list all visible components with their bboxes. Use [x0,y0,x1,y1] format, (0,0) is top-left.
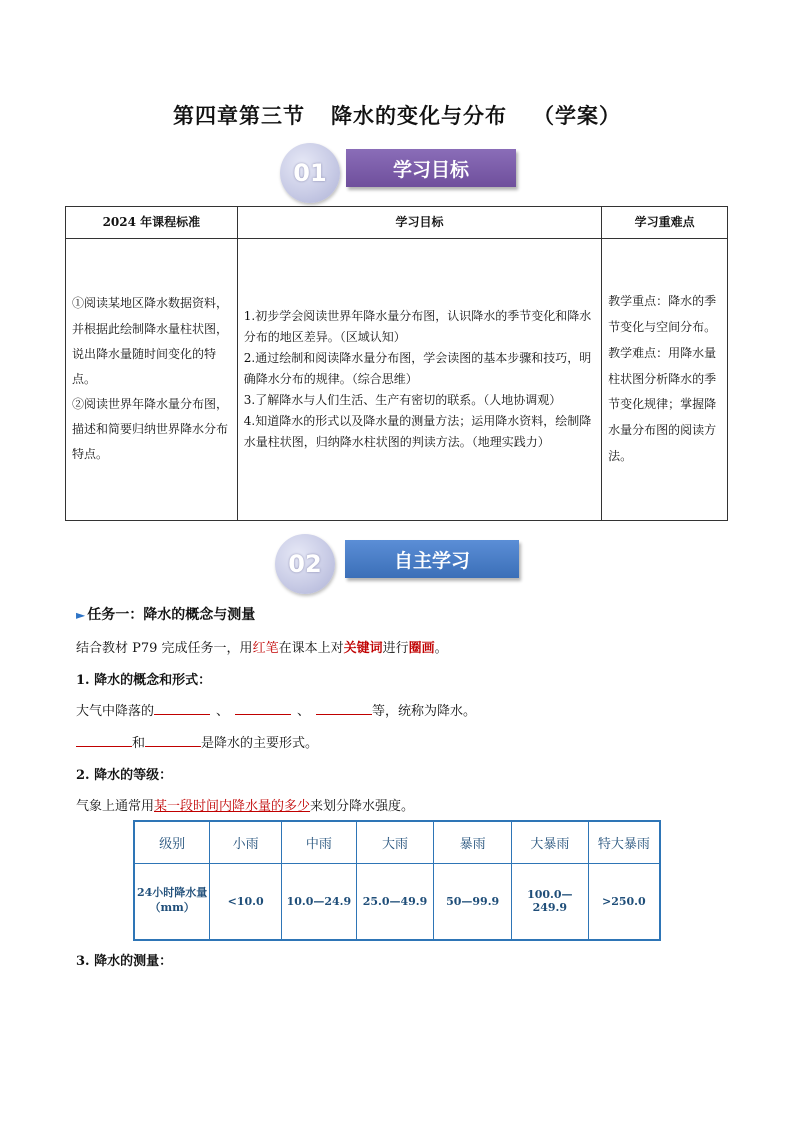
title-topic: 降水的变化与分布 [331,103,507,128]
key-point-item: 教学难点：用降水量柱状图分析降水的季节变化规律；掌握降水量分布图的阅读方法。 [608,345,717,463]
title-type: （学案） [533,103,621,128]
highlight-circle: 圈画 [408,641,435,656]
grade-value: 100.0—249.9 [511,863,588,940]
standard-item: ②阅读世界年降水量分布图，描述和简要归纳世界降水分布特点。 [72,397,229,462]
standard-cell [66,239,238,521]
task-heading-text: 任务一：降水的概念与测量 [87,607,256,623]
question-1-heading: 1. 降水的概念和形式： [76,673,212,688]
highlight-definition: 某一段时间内降水量的多少 [154,799,311,814]
title-chapter: 第四章第三节 [173,103,305,128]
objectives-cell [237,239,601,521]
grade-value: >250.0 [588,863,660,940]
header-key-points: 学习重难点 [602,207,728,239]
grade-level: 大雨 [356,821,434,863]
section-badge-self-study [275,534,525,594]
header-standard: 2024 年课程标准 [66,207,238,239]
grade-row-label: 24小时降水量（mm） [134,863,210,940]
grade-value: 25.0—49.9 [356,863,434,940]
rainfall-grade-table [133,820,661,941]
grade-value: 50—99.9 [434,863,512,940]
task-heading [76,604,255,624]
question-2-line: 气象上通常用某一段时间内降水量的多少来划分降水强度。 [76,799,415,814]
grade-value-row [134,863,660,940]
objective-item: 2.通过绘制和阅读降水量分布图，学会读图的基本步骤和技巧，明确降水分布的规律。（综合思维） [243,351,592,386]
learning-goals-table [65,206,728,521]
question-1-line-1: 大气中降落的 、 、 等，统称为降水。 [76,704,477,719]
fill-blank[interactable] [76,734,132,747]
highlight-keywords: 关键词 [343,641,383,656]
question-3-heading: 3. 降水的测量： [76,954,173,969]
grade-header-label: 级别 [134,821,210,863]
grade-value: <10.0 [210,863,282,940]
section-label-goals: 学习目标 [346,149,516,187]
grade-level: 暴雨 [434,821,512,863]
key-points-cell [602,239,728,521]
question-1-line-2: 和 是降水的主要形式。 [76,732,318,751]
grade-level: 特大暴雨 [588,821,660,863]
fill-blank[interactable] [145,734,201,747]
goals-table-row [66,239,728,521]
key-point-item: 教学重点：降水的季节变化与空间分布。 [608,294,717,334]
grade-level: 大暴雨 [511,821,588,863]
page-title [0,100,794,130]
grade-level: 小雨 [210,821,282,863]
objective-item: 4.知道降水的形式以及降水量的测量方法；运用降水资料，绘制降水量柱状图，归纳降水柱状图的判读方法。（地理实践力） [243,414,592,449]
section-label-self-study: 自主学习 [345,540,519,578]
highlight-red-pen: 红笔 [252,641,279,656]
section-badge-goals [280,143,520,203]
fill-blank[interactable] [235,702,291,715]
triangle-bullet-icon: ► [76,608,86,622]
objective-item: 3.了解降水与人们生活、生产有密切的联系。（人地协调观） [243,393,562,407]
goals-table-header [66,207,728,239]
objective-item: 1.初步学会阅读世界年降水量分布图，认识降水的季节变化和降水分布的地区差异。（区域认知） [243,309,592,344]
header-objectives: 学习目标 [237,207,601,239]
question-2-heading: 2. 降水的等级： [76,768,173,783]
task-intro: 结合教材 P79 完成任务一，用红笔在课本上对关键词进行圈画。 [76,641,448,656]
section-number-goals: 01 [280,143,340,203]
grade-header-row [134,821,660,863]
grade-level: 中雨 [282,821,357,863]
fill-blank[interactable] [316,702,372,715]
section-number-self-study: 02 [275,534,335,594]
standard-item: ①阅读某地区降水数据资料，并根据此绘制降水量柱状图，说出降水量随时间变化的特点。 [72,296,229,386]
grade-value: 10.0—24.9 [282,863,357,940]
fill-blank[interactable] [154,702,210,715]
